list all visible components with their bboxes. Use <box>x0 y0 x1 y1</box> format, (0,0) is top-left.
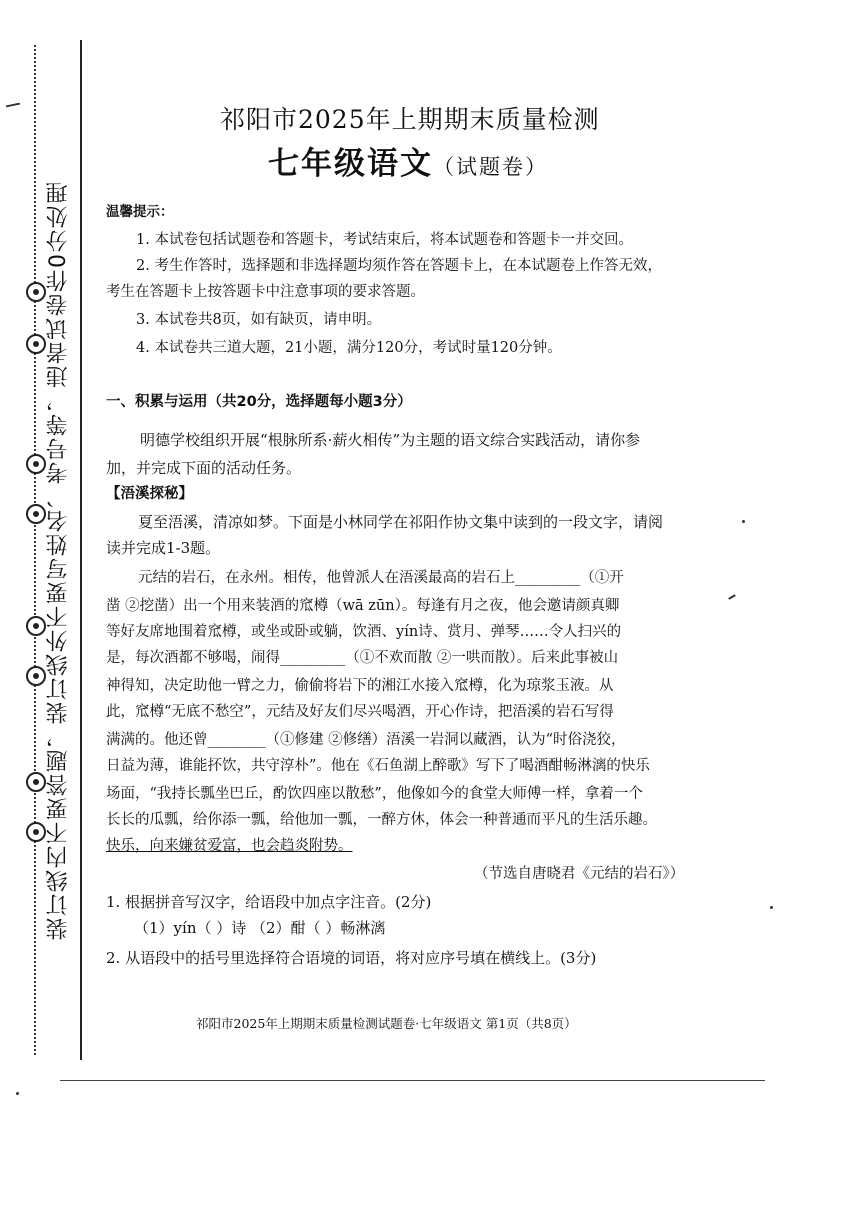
solid-margin-line <box>80 40 82 1060</box>
binding-ring-icon <box>26 334 46 354</box>
scan-speck <box>770 906 773 909</box>
scan-speck <box>728 594 736 600</box>
page-footer: 祁阳市2025年上期期末质量检测试题卷·七年级语文 第1页（共8页） <box>196 1016 577 1031</box>
passage-line: 等好友席地围着窊樽，或坐或卧或躺，饮酒、yín诗、赏月、弹琴……令人扫兴的 <box>106 624 622 640</box>
binding-ring-icon <box>26 504 46 524</box>
notice-item-3: 3. 本试卷共8页，如有缺页，请申明。 <box>136 312 382 328</box>
passage-line: 元结的岩石，在永州。相传，他曾派人在浯溪最高的岩石上_________（①开 <box>138 570 624 586</box>
section-heading: 一、积累与运用（共20分，选择题每小题3分） <box>106 394 412 410</box>
binding-ring-icon <box>26 454 46 474</box>
passage-line: 神得知，决定助他一臂之力，偷偷将岩下的湘江水接入窊樽，化为琼浆玉液。从 <box>106 678 614 694</box>
passage-line: 日益为薄，谁能抔饮，共守淳朴”。他在《石鱼湖上醉歌》写下了喝酒酣畅淋漓的快乐 <box>106 758 650 774</box>
passage-line: 长长的瓜瓢，给你添一瓢，给他加一瓢，一醉方休，体会一种普通而平凡的生活乐趣。 <box>106 812 657 828</box>
binding-ring-icon <box>26 822 46 842</box>
sub-heading: 【浯溪探秘】 <box>106 486 193 502</box>
binding-ring-icon <box>26 282 46 302</box>
passage-line: 凿 ②挖凿）出一个用来装酒的窊樽（wā zūn）。每逢有月之夜，他会邀请颜真卿 <box>106 598 620 614</box>
subject-name: 七年级语文 <box>268 146 433 182</box>
passage-line: 满满的。他还曾________（①修建 ②修缮）浯溪一岩洞以藏酒，认为“时俗浇狡， <box>106 732 626 748</box>
section-intro: 明德学校组织开展“根脉所系·薪火相传”为主题的语文综合实践活动，请你参 <box>140 431 641 449</box>
question-1: 1. 根据拼音写汉字，给语段中加点字注音。(2分) <box>106 893 432 911</box>
dotted-binding-line <box>34 45 36 1055</box>
notice-item-2: 2. 考生作答时，选择题和非选择题均须作答在答题卡上，在本试题卷上作答无效， <box>136 258 662 274</box>
scan-bottom-line <box>60 1080 765 1081</box>
passage-lead: 夏至浯溪，清凉如梦。下面是小林同学在祁阳作协文集中读到的一段文字，请阅 <box>138 513 664 531</box>
notice-item-2-cont: 考生在答题卡上按答题卡中注意事项的要求答题。 <box>106 284 425 300</box>
notice-item-4: 4. 本试卷共三道大题，21小题，满分120分，考试时量120分钟。 <box>136 340 562 356</box>
question-1-items: （1）yín（ ）诗 （2）酣（ ）畅淋漓 <box>134 919 386 937</box>
binding-ring-icon <box>26 772 46 792</box>
notice-item-1: 1. 本试卷包括试题卷和答题卡，考试结束后，将本试题卷和答题卡一并交回。 <box>136 232 633 248</box>
passage-line: 场面，“我持长瓢坐巴丘，酌饮四座以散愁”，他像如今的食堂大师傅一样，拿着一个 <box>106 786 643 802</box>
scan-mark <box>6 103 20 108</box>
passage-source: （节选自唐晓君《元结的岩石》） <box>474 866 685 882</box>
question-2: 2. 从语段中的括号里选择符合语境的词语，将对应序号填在横线上。(3分) <box>106 949 597 967</box>
passage-line: 此，窊樽“无底不愁空”，元结及好友们尽兴喝酒，开心作诗，把浯溪的岩石写得 <box>106 704 614 720</box>
subject-note: （试题卷） <box>433 155 548 179</box>
scan-speck <box>742 520 745 523</box>
underlined-sentence: 快乐，向来嫌贫爱富，也会趋炎附势。 <box>106 838 353 854</box>
passage-line: 是，每次酒都不够喝，闹得_________（①不欢而散 ②一哄而散）。后来此事被山 <box>106 650 619 666</box>
binding-ring-icon <box>26 666 46 686</box>
binding-ring-icon <box>26 616 46 636</box>
passage-lead-cont: 读并完成1-3题。 <box>106 539 221 557</box>
binding-warning-text: 装订线内不要答题，装订线外不要写姓名、考号等，违者试卷作0分处理 <box>46 180 71 940</box>
exam-title: 祁阳市2025年上期期末质量检测 <box>220 105 600 134</box>
section-intro-cont: 加，并完成下面的活动任务。 <box>106 459 302 477</box>
subject-title <box>268 138 548 183</box>
scan-speck <box>16 1092 19 1095</box>
notice-label: 温馨提示： <box>106 204 174 220</box>
